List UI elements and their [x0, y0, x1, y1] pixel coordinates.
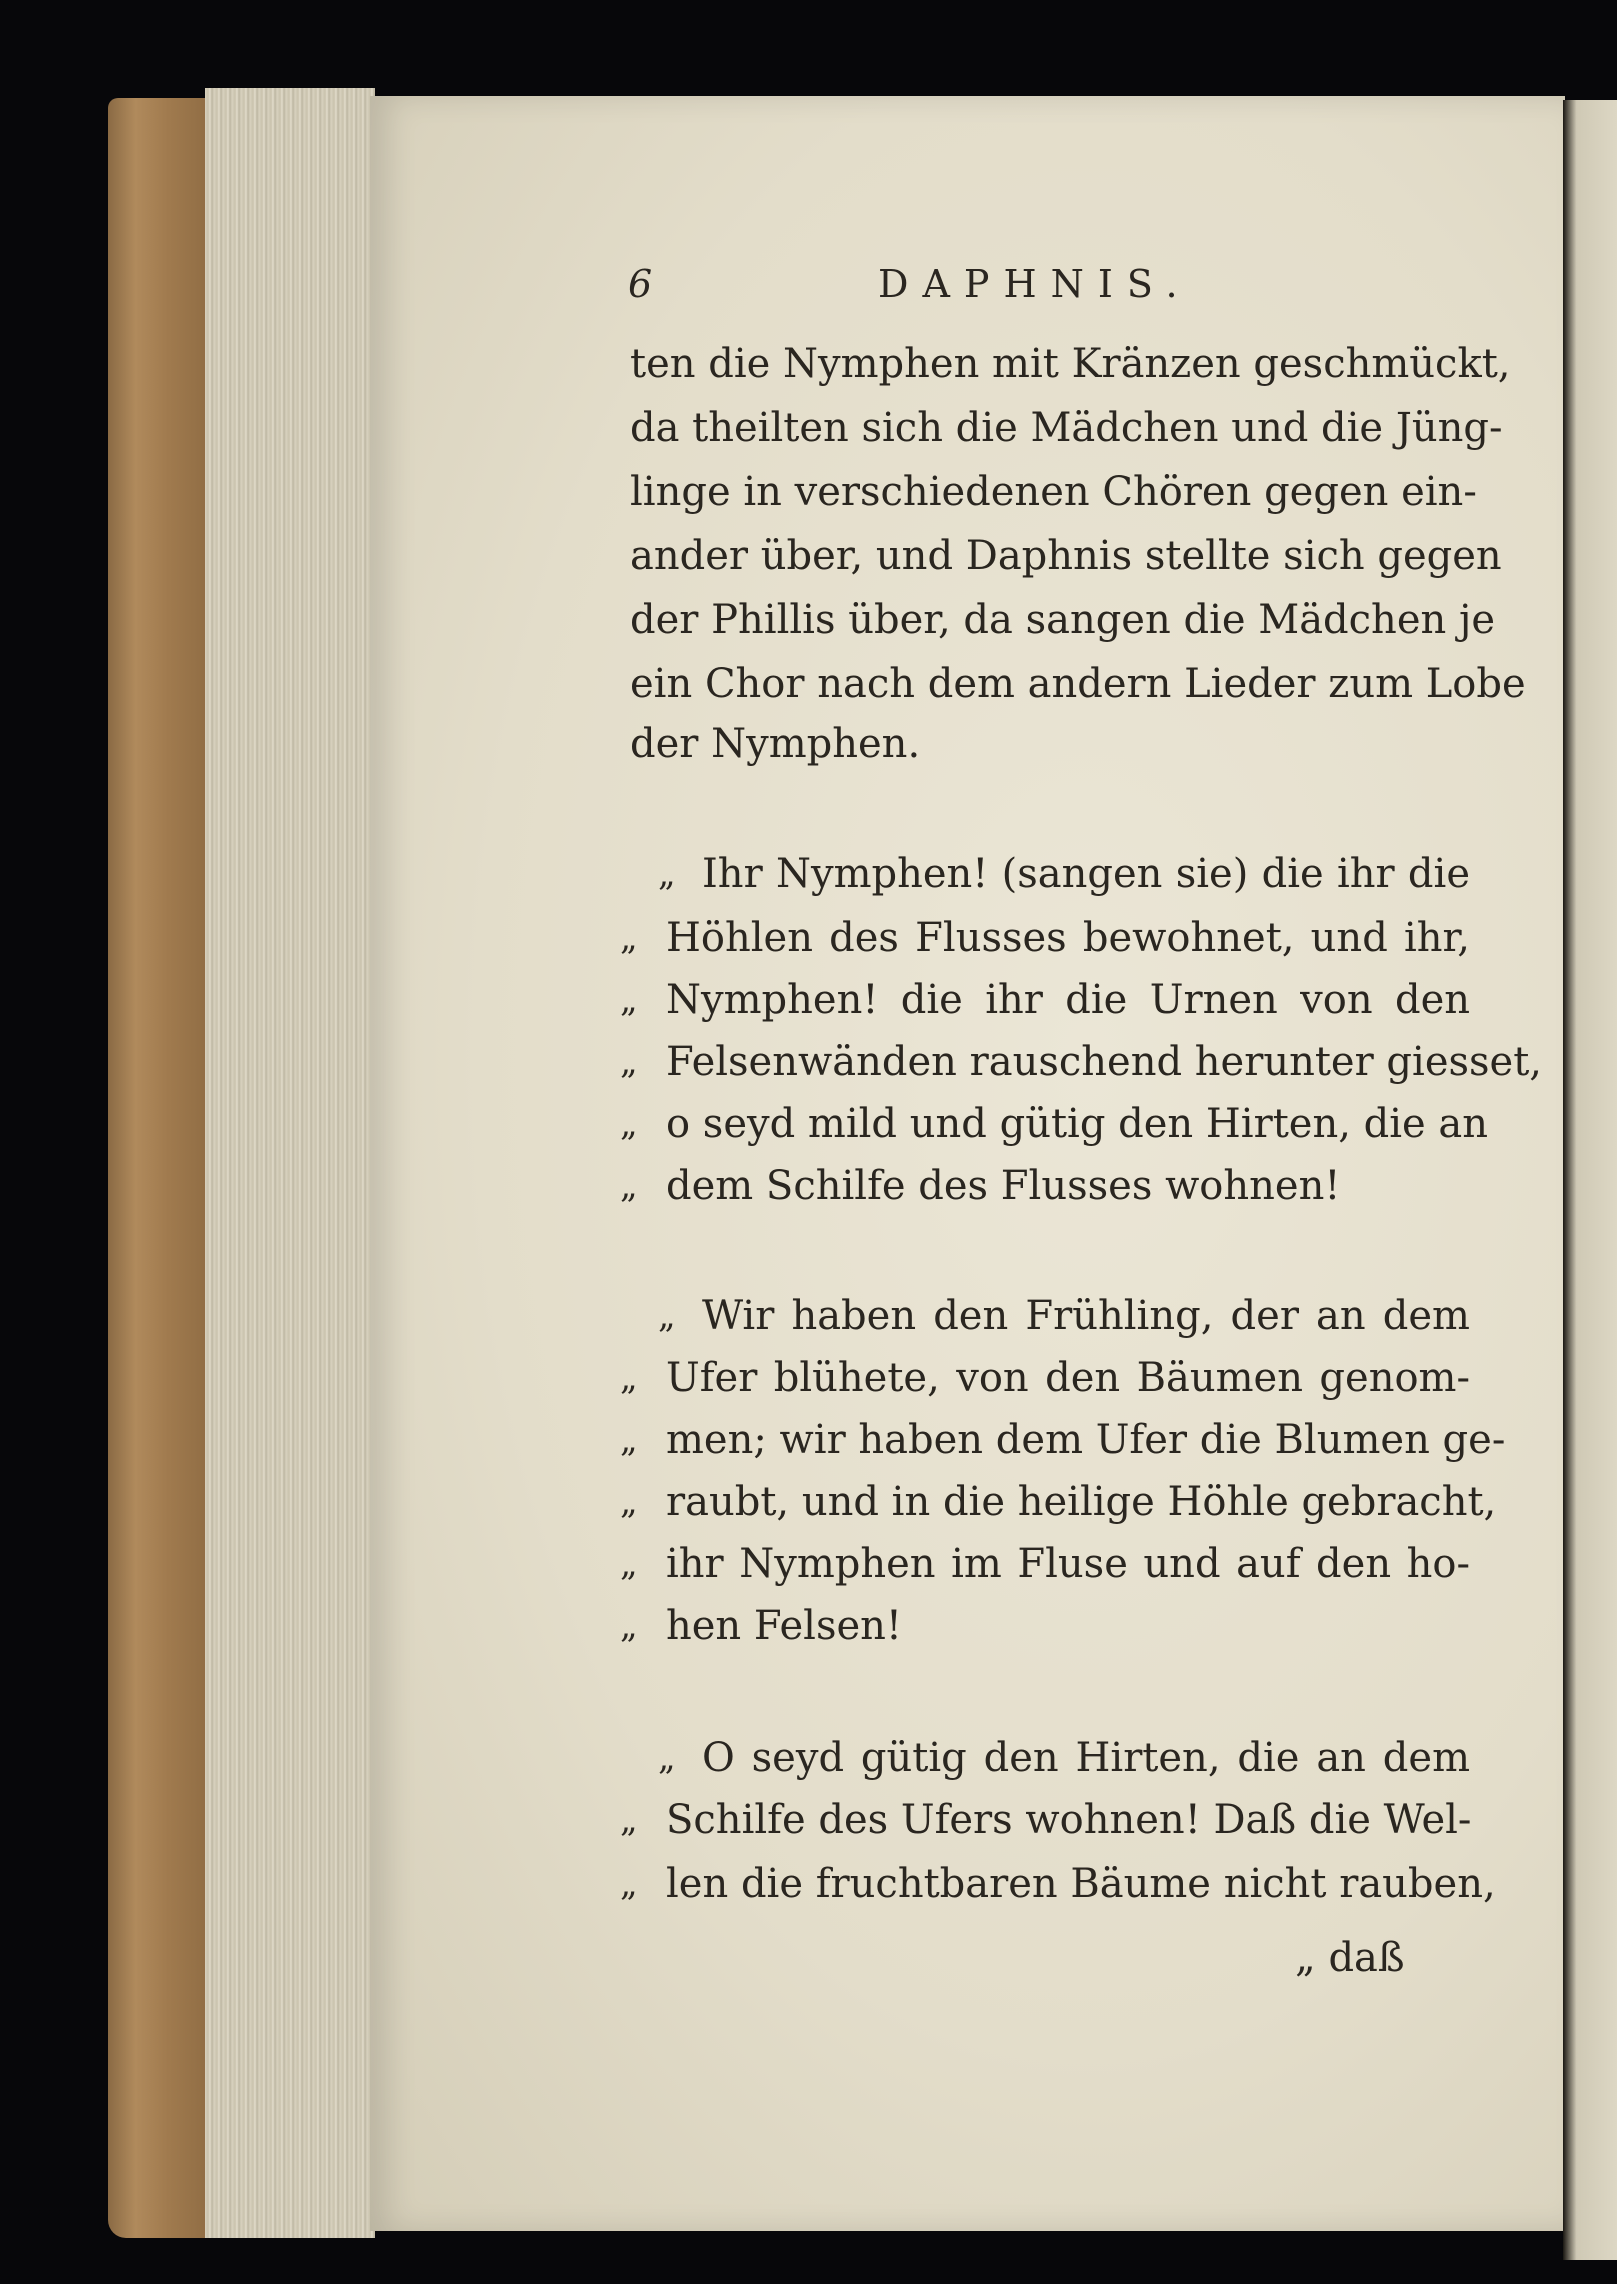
- quoted-line: [620, 972, 1470, 1028]
- running-title: DAPHNIS.: [878, 262, 1192, 306]
- catchword: „ daß: [1295, 1935, 1405, 1981]
- quoted-line: [620, 846, 1470, 902]
- quote-mark: „: [620, 1544, 638, 1584]
- text-line: Felsenwänden rauschend herunter giesset,: [666, 1039, 1543, 1085]
- text-line: Wir haben den Frühling, der an dem: [702, 1293, 1470, 1339]
- text-line: Nymphen! die ihr die Urnen von den: [666, 977, 1470, 1023]
- text-line: linge in verschiedenen Chören gegen ein-: [630, 469, 1477, 515]
- quoted-line: [620, 1350, 1470, 1406]
- quote-mark: „: [658, 854, 676, 894]
- quote-mark: „: [620, 980, 638, 1020]
- text-line: Ihr Nymphen! (sangen sie) die ihr die: [702, 851, 1470, 897]
- quoted-line: [620, 1412, 1506, 1468]
- quoted-line: [620, 1536, 1470, 1592]
- text-line: ander über, und Daphnis stellte sich gegen: [630, 533, 1502, 579]
- quote-mark: „: [620, 1166, 638, 1206]
- quoted-line: [620, 1474, 1497, 1530]
- text-line: raubt, und in die heilige Höhle gebracht,: [666, 1479, 1497, 1525]
- quoted-line: [620, 1856, 1496, 1912]
- quoted-line: [620, 1598, 1470, 1654]
- quote-mark: „: [620, 1104, 638, 1144]
- quoted-line: [620, 1792, 1470, 1848]
- text-line: ihr Nymphen im Fluse und auf den ho-: [666, 1541, 1470, 1587]
- text-line: dem Schilfe des Flusses wohnen!: [666, 1163, 1341, 1209]
- quote-mark: „: [620, 1042, 638, 1082]
- quote-mark: „: [658, 1296, 676, 1336]
- text-line: ten die Nymphen mit Kränzen geschmückt,: [630, 341, 1511, 387]
- quote-mark: „: [620, 918, 638, 958]
- text-line: Höhlen des Flusses bewohnet, und ihr,: [666, 915, 1470, 961]
- text-line: der Phillis über, da sangen die Mädchen je: [630, 597, 1496, 643]
- quote-mark: „: [620, 1800, 638, 1840]
- text-line: o seyd mild und gütig den Hirten, die an: [666, 1101, 1489, 1147]
- quote-mark: „: [620, 1482, 638, 1522]
- text-line: der Nymphen.: [630, 721, 921, 767]
- quoted-line: [620, 1730, 1470, 1786]
- quoted-line: [620, 1288, 1470, 1344]
- quoted-line: [620, 910, 1470, 966]
- text-line: Ufer blühete, von den Bäumen genom-: [666, 1355, 1470, 1401]
- quote-mark: „: [620, 1864, 638, 1904]
- quote-mark: „: [620, 1606, 638, 1646]
- text-line: hen Felsen!: [666, 1603, 902, 1649]
- text-line: O seyd gütig den Hirten, die an dem: [702, 1735, 1470, 1781]
- quote-mark: „: [620, 1420, 638, 1460]
- quoted-line: [620, 1034, 1543, 1090]
- text-line: len die fruchtbaren Bäume nicht rauben,: [666, 1861, 1496, 1907]
- page-number: 6: [628, 262, 653, 306]
- quoted-line: [620, 1096, 1489, 1152]
- text-line: ein Chor nach dem andern Lieder zum Lobe: [630, 661, 1526, 707]
- quote-mark: „: [658, 1738, 676, 1778]
- text-line: Schilfe des Ufers wohnen! Daß die Wel-: [666, 1797, 1472, 1843]
- text-line: men; wir haben dem Ufer die Blumen ge-: [666, 1417, 1506, 1463]
- quoted-line: [620, 1158, 1470, 1214]
- text-line: da theilten sich die Mädchen und die Jüng-: [630, 405, 1503, 451]
- quote-mark: „: [620, 1358, 638, 1398]
